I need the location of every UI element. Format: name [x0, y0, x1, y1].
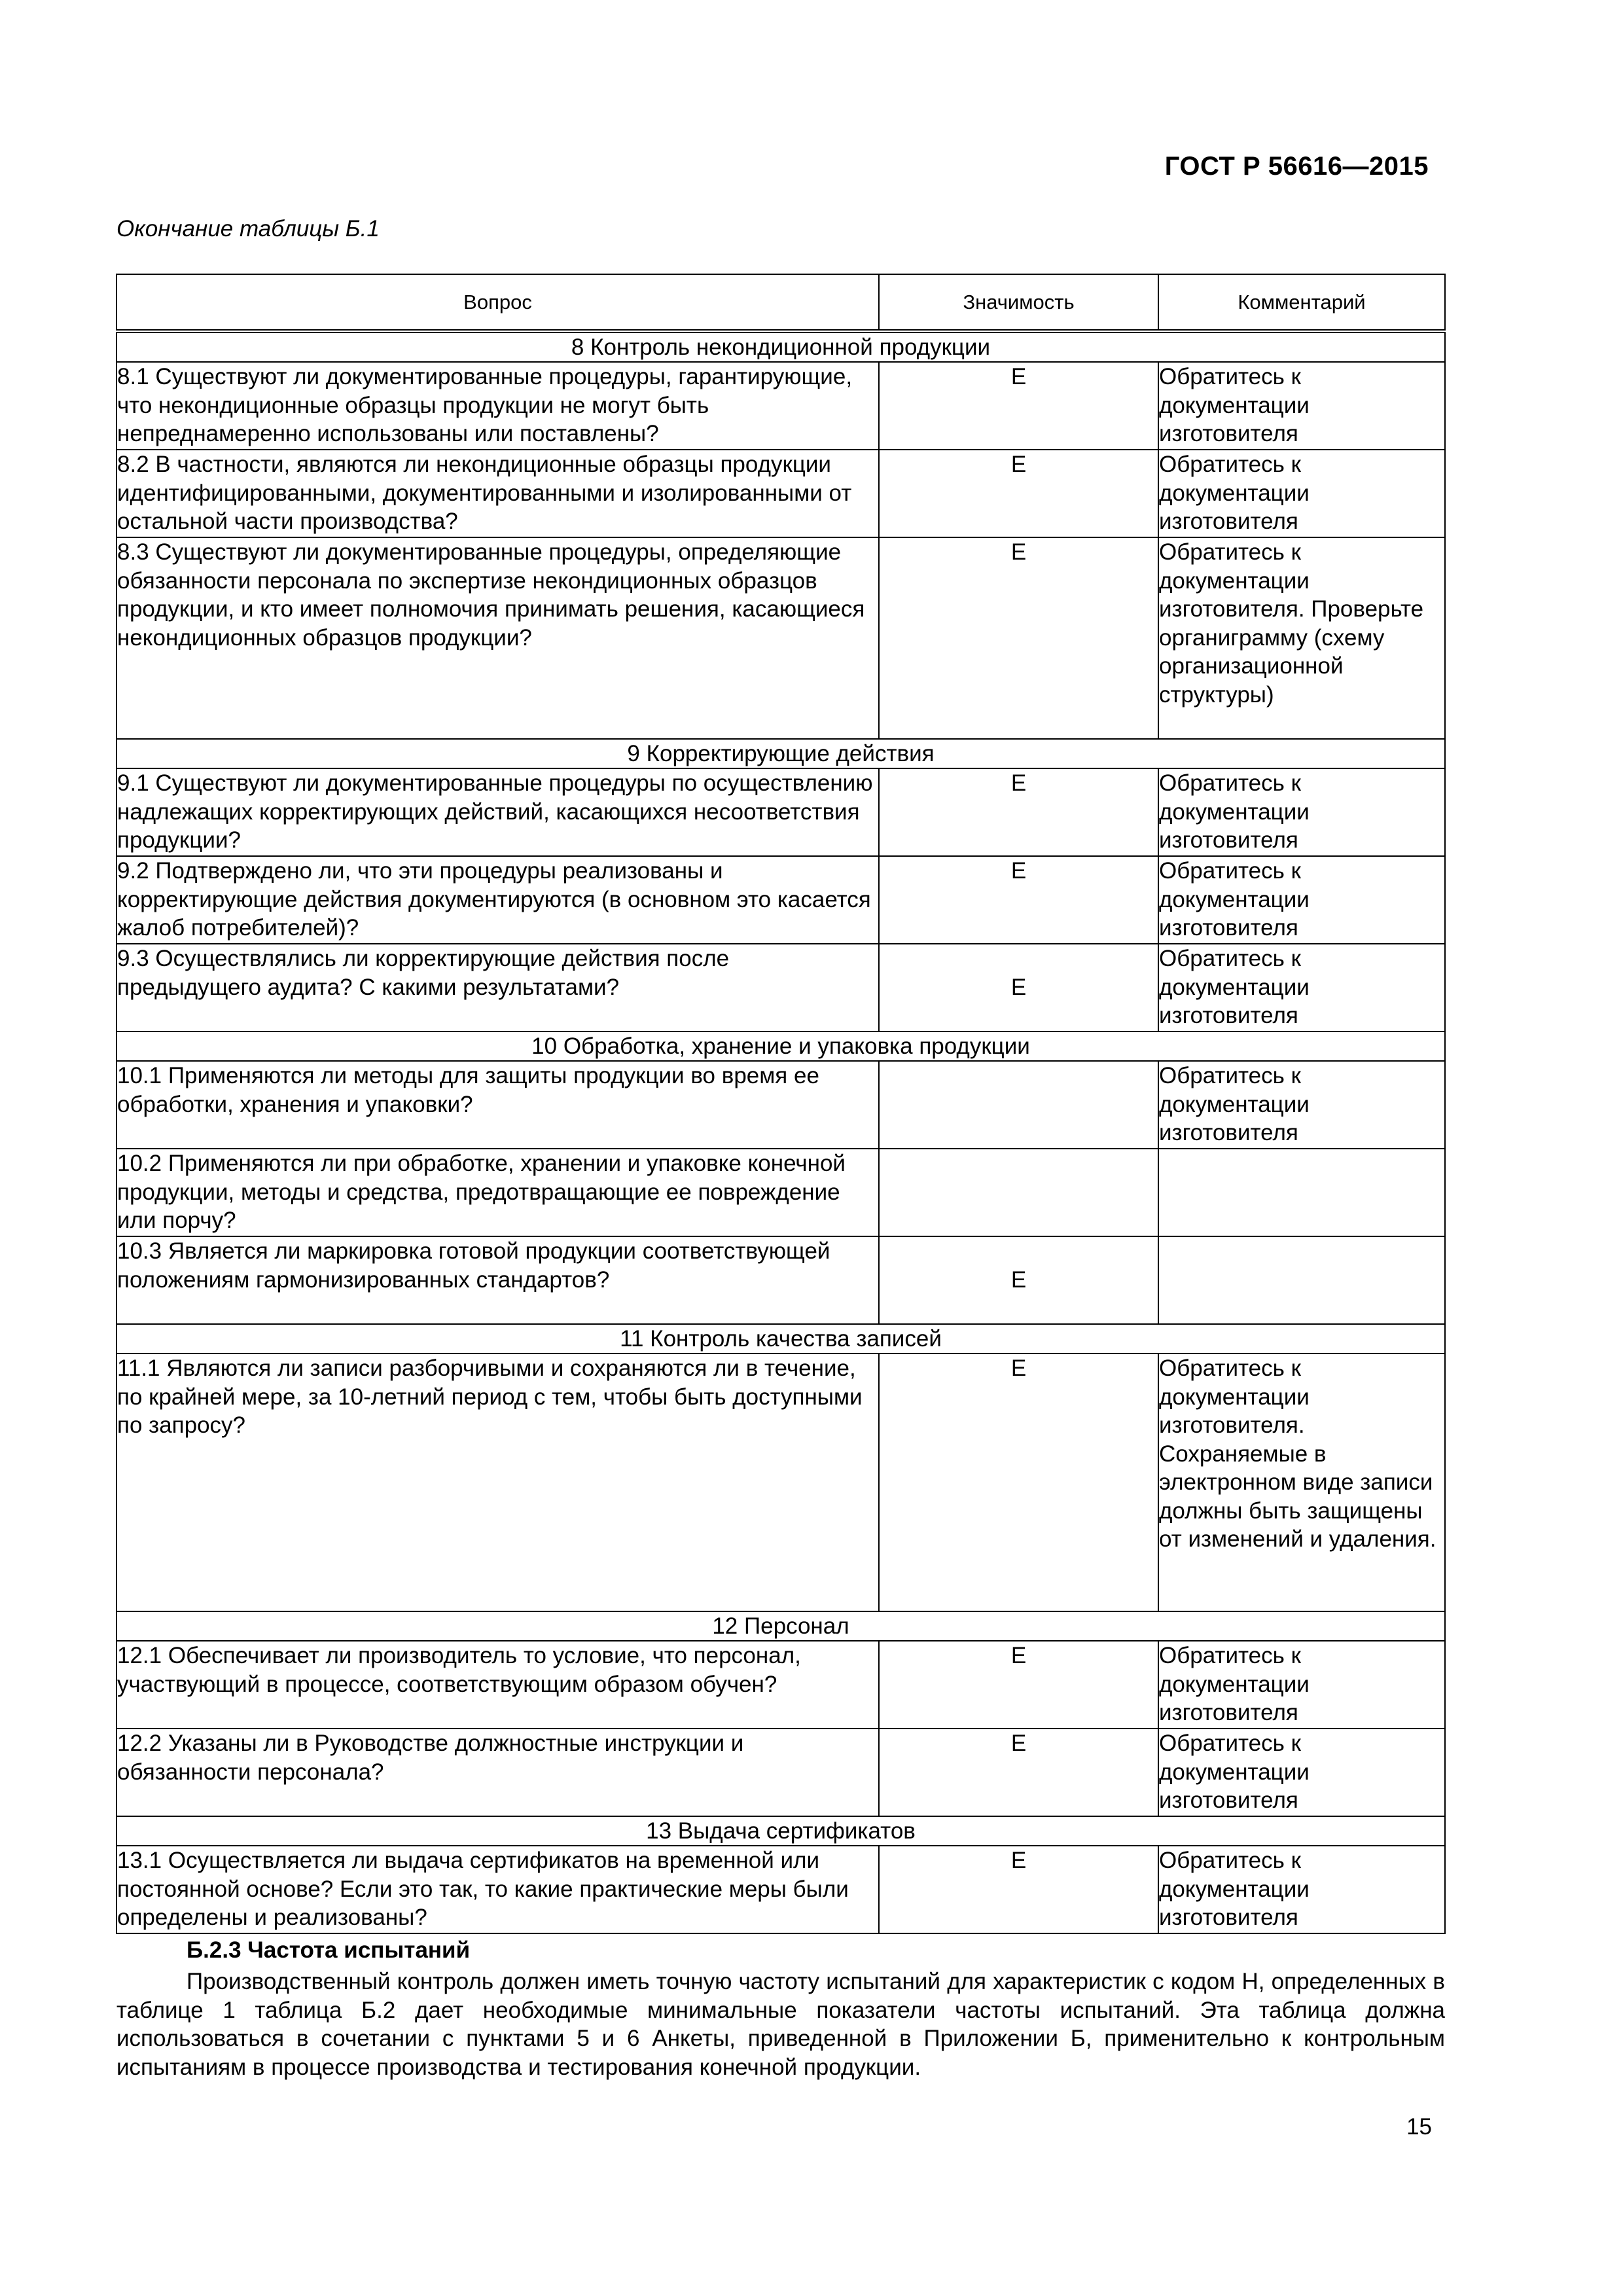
- table-row: [116, 537, 1445, 739]
- significance-cell: Е: [879, 1729, 1158, 1816]
- table-row: [116, 768, 1445, 856]
- comment-cell: Обратитесь к документации изготовителя: [1158, 1641, 1445, 1729]
- significance-cell: Е: [879, 1236, 1158, 1324]
- table-row: [116, 1354, 1445, 1611]
- significance-cell: Е: [879, 537, 1158, 739]
- table-row: [116, 362, 1445, 450]
- significance-cell: Е: [879, 1641, 1158, 1729]
- question-cell: 10.2 Применяются ли при обработке, хранении и упаковке конечной продукции, методы и средства, предотвращающие ее повреждение или порчу?: [116, 1149, 879, 1236]
- section-row: [116, 1031, 1445, 1061]
- significance-cell: [879, 1061, 1158, 1149]
- column-header-significance: Значимость: [879, 274, 1158, 331]
- comment-cell: Обратитесь к документации изготовителя: [1158, 362, 1445, 450]
- page-number: 15: [1406, 2114, 1432, 2140]
- questionnaire-table: [116, 274, 1446, 1934]
- table-row: [116, 856, 1445, 944]
- question-cell: 8.3 Существуют ли документированные процедуры, определяющие обязанности персонала по экспертизе некондиционных образцов продукции, и кто имеет полномочия принимать решения, касающиеся некондиционных образцов продукции?: [116, 537, 879, 739]
- question-cell: 10.1 Применяются ли методы для защиты продукции во время ее обработки, хранения и упаковки?: [116, 1061, 879, 1149]
- question-cell: 12.2 Указаны ли в Руководстве должностные инструкции и обязанности персонала?: [116, 1729, 879, 1816]
- question-cell: 9.3 Осуществлялись ли корректирующие действия после предыдущего аудита? С какими результатами?: [116, 944, 879, 1031]
- significance-cell: Е: [879, 362, 1158, 450]
- significance-cell: Е: [879, 856, 1158, 944]
- significance-cell: Е: [879, 944, 1158, 1031]
- table-row: [116, 1061, 1445, 1149]
- table-row: [116, 944, 1445, 1031]
- question-cell: 9.2 Подтверждено ли, что эти процедуры реализованы и корректирующие действия документируются (в основном это касается жалоб потребителей)?: [116, 856, 879, 944]
- question-cell: 9.1 Существуют ли документированные процедуры по осуществлению надлежащих корректирующих действий, касающихся несоответствия продукции?: [116, 768, 879, 856]
- comment-cell: Обратитесь к документации изготовителя: [1158, 856, 1445, 944]
- section-row: [116, 1816, 1445, 1846]
- table-row: [116, 1236, 1445, 1324]
- comment-cell: [1158, 1236, 1445, 1324]
- table-row: [116, 450, 1445, 537]
- question-cell: 12.1 Обеспечивает ли производитель то условие, что персонал, участвующий в процессе, соответствующим образом обучен?: [116, 1641, 879, 1729]
- column-header-question: Вопрос: [116, 274, 879, 331]
- column-header-comment: Комментарий: [1158, 274, 1445, 331]
- comment-cell: Обратитесь к документации изготовителя. Сохраняемые в электронном виде записи должны быть защищены от изменений и удаления.: [1158, 1354, 1445, 1611]
- section-heading-b23: Б.2.3 Частота испытаний: [187, 1937, 471, 1963]
- question-cell: 8.2 В частности, являются ли некондиционные образцы продукции идентифицированными, документированными и изолированными от остальной части производства?: [116, 450, 879, 537]
- section-title-8: 8 Контроль некондиционной продукции: [116, 331, 1445, 362]
- table-row: [116, 1846, 1445, 1933]
- section-row: [116, 739, 1445, 768]
- comment-cell: [1158, 1149, 1445, 1236]
- comment-cell: Обратитесь к документации изготовителя: [1158, 1729, 1445, 1816]
- question-cell: 8.1 Существуют ли документированные процедуры, гарантирующие, что некондиционные образцы продукции не могут быть непреднамеренно использованы или поставлены?: [116, 362, 879, 450]
- comment-cell: Обратитесь к документации изготовителя: [1158, 944, 1445, 1031]
- table-row: [116, 1149, 1445, 1236]
- table-row: [116, 1729, 1445, 1816]
- section-row: [116, 1611, 1445, 1641]
- comment-cell: Обратитесь к документации изготовителя: [1158, 1846, 1445, 1933]
- section-row: [116, 331, 1445, 362]
- significance-cell: [879, 1149, 1158, 1236]
- section-title-9: 9 Корректирующие действия: [116, 739, 1445, 768]
- section-b23-paragraph: Производственный контроль должен иметь точную частоту испытаний для характеристик с кодом Н, определенных в таблице 1 таблица Б.2 дает необходимые минимальные показатели частоты испытаний. Эта таблица должна использоваться в сочетании с пунктами 5 и 6 Анкеты, приведенной в Приложении Б, применительно к контрольным испытаниям в процессе производства и тестирования конечной продукции.: [116, 1969, 1445, 2080]
- table-header-row: [116, 274, 1445, 331]
- comment-cell: Обратитесь к документации изготовителя: [1158, 768, 1445, 856]
- comment-cell: Обратитесь к документации изготовителя: [1158, 450, 1445, 537]
- section-title-11: 11 Контроль качества записей: [116, 1324, 1445, 1354]
- section-title-10: 10 Обработка, хранение и упаковка продукции: [116, 1031, 1445, 1061]
- comment-cell: Обратитесь к документации изготовителя. Проверьте органиграмму (схему организационной структуры): [1158, 537, 1445, 739]
- significance-cell: Е: [879, 1846, 1158, 1933]
- section-row: [116, 1324, 1445, 1354]
- significance-cell: Е: [879, 768, 1158, 856]
- comment-cell: Обратитесь к документации изготовителя: [1158, 1061, 1445, 1149]
- table-row: [116, 1641, 1445, 1729]
- table-caption: Окончание таблицы Б.1: [116, 216, 380, 242]
- section-title-13: 13 Выдача сертификатов: [116, 1816, 1445, 1846]
- significance-cell: Е: [879, 450, 1158, 537]
- significance-cell: Е: [879, 1354, 1158, 1611]
- question-cell: 13.1 Осуществляется ли выдача сертификатов на временной или постоянной основе? Если это так, то какие практические меры были определены и реализованы?: [116, 1846, 879, 1933]
- section-title-12: 12 Персонал: [116, 1611, 1445, 1641]
- document-code: ГОСТ Р 56616—2015: [1164, 152, 1429, 181]
- question-cell: 10.3 Является ли маркировка готовой продукции соответствующей положениям гармонизированных стандартов?: [116, 1236, 879, 1324]
- question-cell: 11.1 Являются ли записи разборчивыми и сохраняются ли в течение, по крайней мере, за 10-летний период с тем, чтобы быть доступными по запросу?: [116, 1354, 879, 1611]
